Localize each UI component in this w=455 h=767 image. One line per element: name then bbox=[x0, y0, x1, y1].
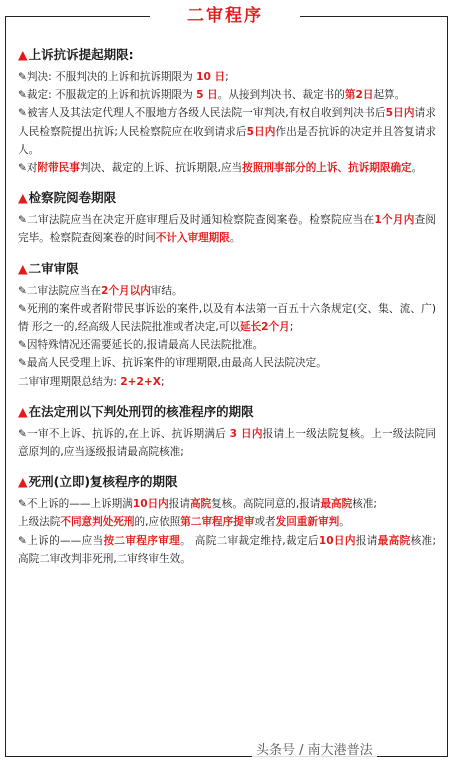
paragraph bbox=[18, 425, 436, 461]
paragraph bbox=[18, 68, 436, 86]
triangle-icon: ▲ bbox=[18, 47, 28, 62]
paragraph bbox=[18, 104, 436, 159]
text-run: ; bbox=[160, 375, 165, 388]
highlight-text: 10日内 bbox=[318, 534, 356, 547]
highlight-text: 1个月内 bbox=[374, 214, 415, 227]
section-heading bbox=[18, 44, 436, 66]
text-run: ✎死刑的案件或者附带民事诉讼的案件,以及有本法第一百五十六条规定(交、集、流、广)情 形之一的,经高级人民法院批准或者决定,可以 bbox=[18, 302, 436, 334]
highlight-text: 10日内 bbox=[132, 498, 169, 511]
highlight-text: 2个月以内 bbox=[101, 284, 151, 297]
paragraph bbox=[18, 513, 436, 531]
triangle-icon: ▲ bbox=[18, 403, 28, 419]
text-run: ; bbox=[289, 321, 294, 334]
text-run: 查阅完毕。检察院查阅案卷的时间 bbox=[18, 214, 437, 245]
highlight-text: 5日内 bbox=[246, 125, 276, 138]
text-run: 请求人民检察院提出抗诉;人民检察院应在收到请求后 bbox=[18, 107, 437, 138]
section-heading-text: 死刑(立即)复核程序的期限 bbox=[28, 474, 178, 490]
section-1 bbox=[18, 44, 436, 177]
watermark: 头条号 / 南大港普法 bbox=[252, 739, 377, 758]
paragraph bbox=[18, 159, 436, 177]
text-run: ✎裁定: 不服裁定的上诉和抗诉期限为 bbox=[18, 89, 197, 102]
highlight-text: 最高院 bbox=[320, 498, 353, 511]
highlight-text: 按二审程序审理 bbox=[103, 534, 181, 547]
text-run: ✎二审法院应当在 bbox=[18, 284, 102, 297]
section-heading bbox=[18, 258, 436, 280]
paragraph bbox=[18, 495, 436, 513]
text-run: 起算。 bbox=[373, 89, 406, 102]
text-run: ✎因特殊情况还需要延长的,报请最高人民法院批准。 bbox=[18, 339, 264, 352]
triangle-icon: ▲ bbox=[18, 190, 28, 206]
text-run: ✎最高人民受理上诉、抗诉案件的审理期限,由最高人民法院决定。 bbox=[18, 357, 327, 370]
text-run: ✎判决: 不服判决的上诉和抗诉期限为 bbox=[18, 71, 197, 83]
text-run: 报请上一级法院复核。上一级法院同意原判的,应当逐级报请最高院核准; bbox=[18, 427, 436, 459]
highlight-text: 高院 bbox=[189, 498, 212, 511]
section-heading-text: 在法定刑以下判处刑罚的核准程序的期限 bbox=[28, 403, 254, 419]
triangle-icon: ▲ bbox=[18, 474, 28, 490]
highlight-text: 3 日内 bbox=[229, 427, 263, 440]
paragraph bbox=[18, 300, 436, 336]
highlight-text: 2+2+X bbox=[120, 375, 161, 388]
paragraph bbox=[18, 373, 436, 391]
section-heading bbox=[18, 401, 436, 423]
text-run: 。 bbox=[229, 232, 241, 245]
text-run: 核准; 高院二审改判非死刑,二审终审生效。 bbox=[18, 534, 437, 565]
section-heading-text: 上诉抗诉提起期限: bbox=[28, 47, 134, 62]
text-run: 核准; bbox=[352, 498, 377, 511]
triangle-icon: ▲ bbox=[18, 260, 28, 276]
paragraph bbox=[18, 354, 436, 372]
text-run: 复核。高院同意的,报请 bbox=[211, 498, 321, 511]
text-run: 。 bbox=[411, 162, 423, 175]
text-run: 的,应依照 bbox=[134, 516, 181, 529]
text-run: 上级法院 bbox=[18, 516, 61, 529]
highlight-text: 第二审程序提审 bbox=[180, 516, 255, 529]
highlight-text: 发回重新审判 bbox=[275, 516, 340, 529]
paragraph bbox=[18, 532, 436, 568]
text-run: 作出是否抗诉的决定并且答复请求人。 bbox=[18, 125, 436, 156]
paragraph bbox=[18, 86, 436, 104]
text-run: ✎一审不上诉、抗诉的,在上诉、抗诉期满后 bbox=[18, 427, 230, 440]
highlight-text: 不同意判处死刑 bbox=[60, 516, 135, 529]
text-run: ✎上诉的——应当 bbox=[18, 534, 104, 547]
text-run: ✎被害人及其法定代理人不服地方各级人民法院一审判决,有权自收到判决书后 bbox=[18, 107, 386, 120]
text-run: 报请 bbox=[355, 534, 378, 547]
text-run: 报请 bbox=[168, 498, 190, 511]
section-4 bbox=[18, 401, 436, 461]
text-run: ✎二审法院应当在决定开庭审理后及时通知检察院查阅案卷。检察院应当在 bbox=[18, 214, 375, 227]
text-run: 。 bbox=[339, 516, 350, 529]
highlight-text: 延长2个月 bbox=[239, 321, 290, 334]
text-run: 。 高院二审裁定维持,裁定后 bbox=[180, 534, 319, 547]
highlight-text: 10 日 bbox=[196, 71, 226, 83]
text-run: ✎不上诉的——上诉期满 bbox=[18, 498, 133, 511]
highlight-text: 按照刑事部分的上诉、抗诉期限确定 bbox=[242, 162, 412, 175]
section-5 bbox=[18, 471, 436, 568]
section-3 bbox=[18, 258, 436, 391]
text-run: 判决、裁定的上诉、抗诉期限,应当 bbox=[79, 162, 243, 175]
highlight-text: 附带民事 bbox=[37, 162, 80, 175]
paragraph bbox=[18, 211, 436, 247]
text-run: 或者 bbox=[254, 516, 276, 529]
highlight-text: 5 日 bbox=[196, 89, 218, 102]
document-body bbox=[18, 44, 436, 578]
highlight-text: 5日内 bbox=[385, 107, 415, 120]
highlight-text: 第2日 bbox=[344, 89, 374, 102]
highlight-text: 最高院 bbox=[377, 534, 411, 547]
paragraph bbox=[18, 336, 436, 354]
section-heading-text: 检察院阅卷期限 bbox=[28, 190, 117, 206]
text-run: ✎对 bbox=[18, 162, 38, 175]
text-run: ; bbox=[225, 71, 229, 83]
text-run: 。从接到判决书、裁定书的 bbox=[217, 89, 345, 102]
section-heading bbox=[18, 187, 436, 209]
section-heading-text: 二审审限 bbox=[28, 260, 79, 276]
page-title: 二审程序 bbox=[187, 6, 263, 26]
highlight-text: 不计入审理期限 bbox=[155, 232, 230, 245]
text-run: 审结。 bbox=[150, 284, 183, 297]
section-heading bbox=[18, 471, 436, 493]
title-wrap bbox=[150, 3, 300, 29]
paragraph bbox=[18, 282, 436, 300]
section-2 bbox=[18, 187, 436, 247]
text-run: 二审审理期限总结为: bbox=[18, 375, 121, 388]
